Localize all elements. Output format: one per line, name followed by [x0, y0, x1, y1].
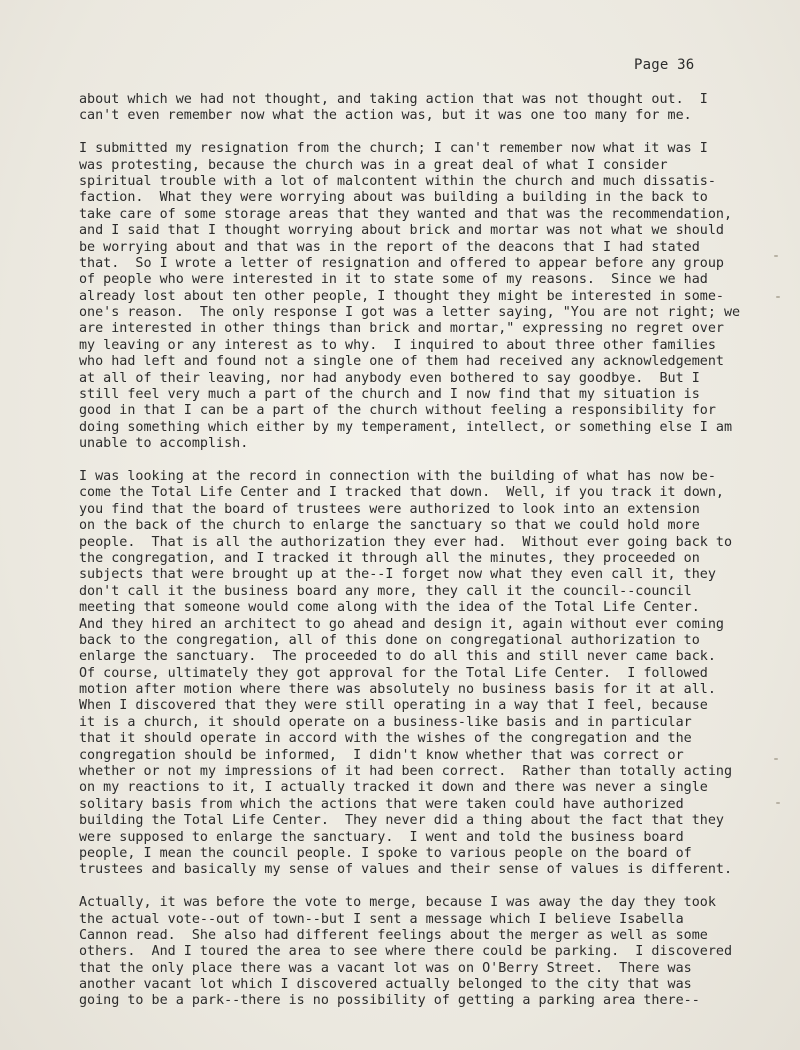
text-line: and I said that I thought worrying about brick and mortar was not what we should: [79, 223, 724, 239]
text-line: are interested in other things than brick and mortar," expressing no regret over: [79, 321, 724, 337]
page-number: Page 36: [634, 57, 695, 73]
text-line: building the Total Life Center. They never did a thing about the fact that they: [79, 813, 724, 829]
text-line: going to be a park--there is no possibility of getting a parking area there--: [79, 993, 700, 1009]
text-line: already lost about ten other people, I thought they might be interested in some-: [79, 288, 724, 304]
text-line: Of course, ultimately they got approval for the Total Life Center. I followed: [79, 665, 708, 681]
text-line: come the Total Life Center and I tracked that down. Well, if you track it down,: [79, 485, 724, 501]
text-line: solitary basis from which the actions that were taken could have authorized: [79, 796, 684, 812]
text-line: others. And I toured the area to see where there could be parking. I discovered: [79, 944, 733, 960]
text-line: you find that the board of trustees were authorized to look into an extension: [79, 501, 700, 517]
text-line: Cannon read. She also had different feelings about the merger as well as some: [79, 927, 708, 943]
text-line: I was looking at the record in connection with the building of what has now be-: [79, 468, 716, 484]
paragraph: [79, 469, 749, 879]
text-line: trustees and basically my sense of values and their sense of values is different.: [79, 862, 733, 878]
body-text: [79, 92, 749, 1010]
text-line: the actual vote--out of town--but I sent a message which I believe Isabella: [79, 911, 684, 927]
text-line: whether or not my impressions of it had been correct. Rather than totally acting: [79, 764, 733, 780]
paragraph: [79, 895, 749, 1010]
paragraph-gap: [79, 125, 749, 141]
text-line: congregation should be informed, I didn't know whether that was correct or: [79, 747, 684, 763]
text-line: take care of some storage areas that they wanted and that was the recommendation,: [79, 206, 733, 222]
text-line: on the back of the church to enlarge the sanctuary so that we could hold more: [79, 518, 700, 534]
text-line: motion after motion where there was absolutely no business basis for it at all.: [79, 682, 716, 698]
text-line: unable to accomplish.: [79, 436, 249, 452]
text-line: of people who were interested in it to state some of my reasons. Since we had: [79, 272, 708, 288]
paragraph: [79, 141, 749, 452]
text-line: And they hired an architect to go ahead and design it, again without ever coming: [79, 616, 724, 632]
text-line: I submitted my resignation from the church; I can't remember now what it was I: [79, 141, 708, 157]
text-line: subjects that were brought up at the--I forget now what they even call it, they: [79, 567, 716, 583]
text-line: be worrying about and that was in the report of the deacons that I had stated: [79, 239, 700, 255]
paragraph-gap: [79, 879, 749, 895]
paper-speck: [776, 802, 780, 804]
text-line: my leaving or any interest as to why. I inquired to about three other families: [79, 337, 716, 353]
paragraph: [79, 92, 749, 125]
text-line: was protesting, because the church was in a great deal of what I consider: [79, 157, 668, 173]
text-line: spiritual trouble with a lot of malcontent within the church and much dissatis-: [79, 173, 716, 189]
text-line: doing something which either by my temperament, intellect, or something else I am: [79, 419, 733, 435]
text-line: at all of their leaving, nor had anybody even bothered to say goodbye. But I: [79, 370, 700, 386]
text-line: can't even remember now what the action was, but it was one too many for me.: [79, 108, 692, 124]
text-line: one's reason. The only response I got was a letter saying, "You are not right; we: [79, 305, 741, 321]
text-line: people, I mean the council people. I spoke to various people on the board of: [79, 845, 692, 861]
text-line: it is a church, it should operate on a business-like basis and in particular: [79, 714, 692, 730]
text-line: back to the congregation, all of this done on congregational authorization to: [79, 632, 700, 648]
text-line: another vacant lot which I discovered actually belonged to the city that was: [79, 977, 692, 993]
paper-speck: [776, 296, 780, 298]
text-line: who had left and found not a single one of them had received any acknowledgement: [79, 354, 724, 370]
text-line: faction. What they were worrying about was building a building in the back to: [79, 190, 708, 206]
text-line: people. That is all the authorization they ever had. Without ever going back to: [79, 534, 733, 550]
text-line: that it should operate in accord with the wishes of the congregation and the: [79, 731, 692, 747]
text-line: still feel very much a part of the church and I now find that my situation is: [79, 387, 700, 403]
text-line: meeting that someone would come along with the idea of the Total Life Center.: [79, 600, 700, 616]
text-line: enlarge the sanctuary. The proceeded to do all this and still never came back.: [79, 649, 716, 665]
paper-speck: [774, 255, 778, 257]
text-line: that. So I wrote a letter of resignation and offered to appear before any group: [79, 255, 724, 271]
text-line: on my reactions to it, I actually tracked it down and there was never a single: [79, 780, 708, 796]
text-line: about which we had not thought, and taking action that was not thought out. I: [79, 92, 708, 107]
text-line: Actually, it was before the vote to merge, because I was away the day they took: [79, 895, 716, 911]
text-line: When I discovered that they were still operating in a way that I feel, because: [79, 698, 708, 714]
text-line: good in that I can be a part of the church without feeling a responsibility for: [79, 403, 716, 419]
paper-speck: [774, 758, 778, 760]
paragraph-gap: [79, 453, 749, 469]
text-line: don't call it the business board any more, they call it the council--council: [79, 583, 692, 599]
text-line: were supposed to enlarge the sanctuary. I went and told the business board: [79, 829, 684, 845]
text-line: the congregation, and I tracked it through all the minutes, they proceeded on: [79, 550, 700, 566]
text-line: that the only place there was a vacant lot was on O'Berry Street. There was: [79, 960, 692, 976]
